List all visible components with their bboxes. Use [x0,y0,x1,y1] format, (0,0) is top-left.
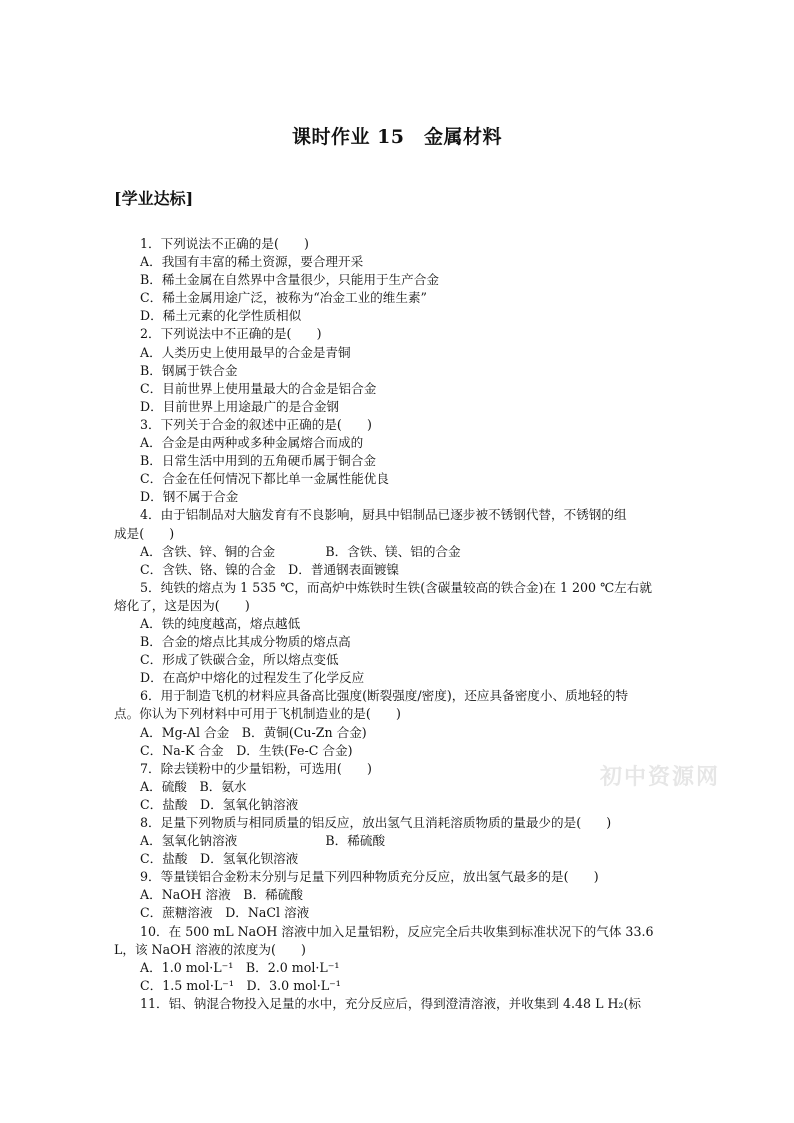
question-4-options-cd: C．含铁、铬、镍的合金 D．普通钢表面镀镍 [140,561,400,577]
question-2-option-a: A．人类历史上使用最早的合金是青铜 [140,344,351,360]
question-3-option-b: B．日常生活中用到的五角硬币属于铜合金 [140,453,376,469]
question-2-option-b: B．钢属于铁合金 [140,362,238,378]
question-3-option-d: D．钢不属于合金 [140,489,239,505]
question-5-stem-cont: 熔化了，这是因为( ) [114,597,250,613]
question-8-options-cd: C．盐酸 D．氢氧化钡溶液 [140,851,299,867]
question-list [114,235,684,1013]
question-7-stem: 7．除去镁粉中的少量铝粉，可选用( ) [140,760,372,776]
question-11-stem: 11．铝、钠混合物投入足量的水中，充分反应后，得到澄清溶液，并收集到 4.48 L H₂(标 [140,995,641,1011]
question-8-stem: 8．足量下列物质与相同质量的铝反应，放出氢气且消耗溶质物质的量最少的是( ) [140,815,612,830]
question-1-option-a: A．我国有丰富的稀土资源，要合理开采 [140,254,364,270]
question-1-option-d: D．稀土元素的化学性质相似 [140,308,302,324]
question-3-option-a: A．合金是由两种或多种金属熔合而成的 [140,435,364,451]
question-5-option-b: B．合金的熔点比其成分物质的熔点高 [140,634,351,650]
question-4-options-ab: A．含铁、锌、铜的合金 B．含铁、镁、铝的合金 [140,543,461,559]
question-10-stem-cont: L，该 NaOH 溶液的浓度为( ) [114,941,306,957]
section-heading: [学业达标] [114,189,194,208]
question-7-options-ab: A．硫酸 B．氨水 [140,778,247,794]
question-1-option-c: C．稀土金属用途广泛，被称为“冶金工业的维生素” [140,290,427,306]
question-5-option-c: C．形成了铁碳合金，所以熔点变低 [140,652,339,668]
question-6-stem-cont: 点。你认为下列材料中可用于飞机制造业的是( ) [114,706,401,722]
question-10-options-ab: A．1.0 mol·L⁻¹ B．2.0 mol·L⁻¹ [140,959,340,975]
question-1-option-b: B．稀土金属在自然界中含量很少，只能用于生产合金 [140,272,439,288]
question-4-stem: 4．由于铝制品对大脑发育有不良影响，厨具中铝制品已逐步被不锈钢代替，不锈钢的组 [140,507,627,523]
question-5-option-a: A．铁的纯度越高，熔点越低 [140,615,301,631]
question-4-stem-cont: 成是( ) [114,525,175,541]
question-5-option-d: D．在高炉中熔化的过程发生了化学反应 [140,670,365,686]
question-9-stem: 9．等量镁铝合金粉末分别与足量下列四种物质充分反应，放出氢气最多的是( ) [140,869,599,885]
question-9-options-cd: C．蔗糖溶液 D．NaCl 溶液 [140,905,310,921]
question-2-stem: 2．下列说法中不正确的是( ) [140,326,322,342]
question-6-stem: 6．用于制造飞机的材料应具备高比强度(断裂强度/密度)，还应具备密度小、质地轻的特 [140,688,629,704]
question-3-stem: 3．下列关于合金的叙述中正确的是( ) [140,416,372,432]
question-10-stem: 10．在 500 mL NaOH 溶液中加入足量铝粉，反应完全后共收集到标准状况下的气体 33.6 [140,923,654,939]
question-6-options-cd: C．Na-K 合金 D．生铁(Fe-C 合金) [140,742,353,758]
question-6-options-ab: A．Mg-Al 合金 B．黄铜(Cu-Zn 合金) [140,724,367,740]
question-1-stem: 1．下列说法不正确的是( ) [140,236,309,251]
question-2-option-d: D．目前世界上用途最广的是合金钢 [140,398,340,414]
watermark: 初中资源网 [600,764,721,790]
question-8-options-ab: A．氢氧化钠溶液 B．稀硫酸 [140,833,386,849]
question-10-options-cd: C．1.5 mol·L⁻¹ D．3.0 mol·L⁻¹ [140,977,341,993]
question-3-option-c: C．合金在任何情况下都比单一金属性能优良 [140,471,389,487]
question-7-options-cd: C．盐酸 D．氢氧化钠溶液 [140,796,299,812]
question-9-options-ab: A．NaOH 溶液 B．稀硫酸 [140,887,303,903]
question-2-option-c: C．目前世界上使用量最大的合金是铝合金 [140,380,377,396]
page-title: 课时作业 15 金属材料 [291,126,503,148]
question-5-stem: 5．纯铁的熔点为 1 535 ℃，而高炉中炼铁时生铁(含碳量较高的铁合金)在 1 200 ℃左右就 [140,579,652,595]
